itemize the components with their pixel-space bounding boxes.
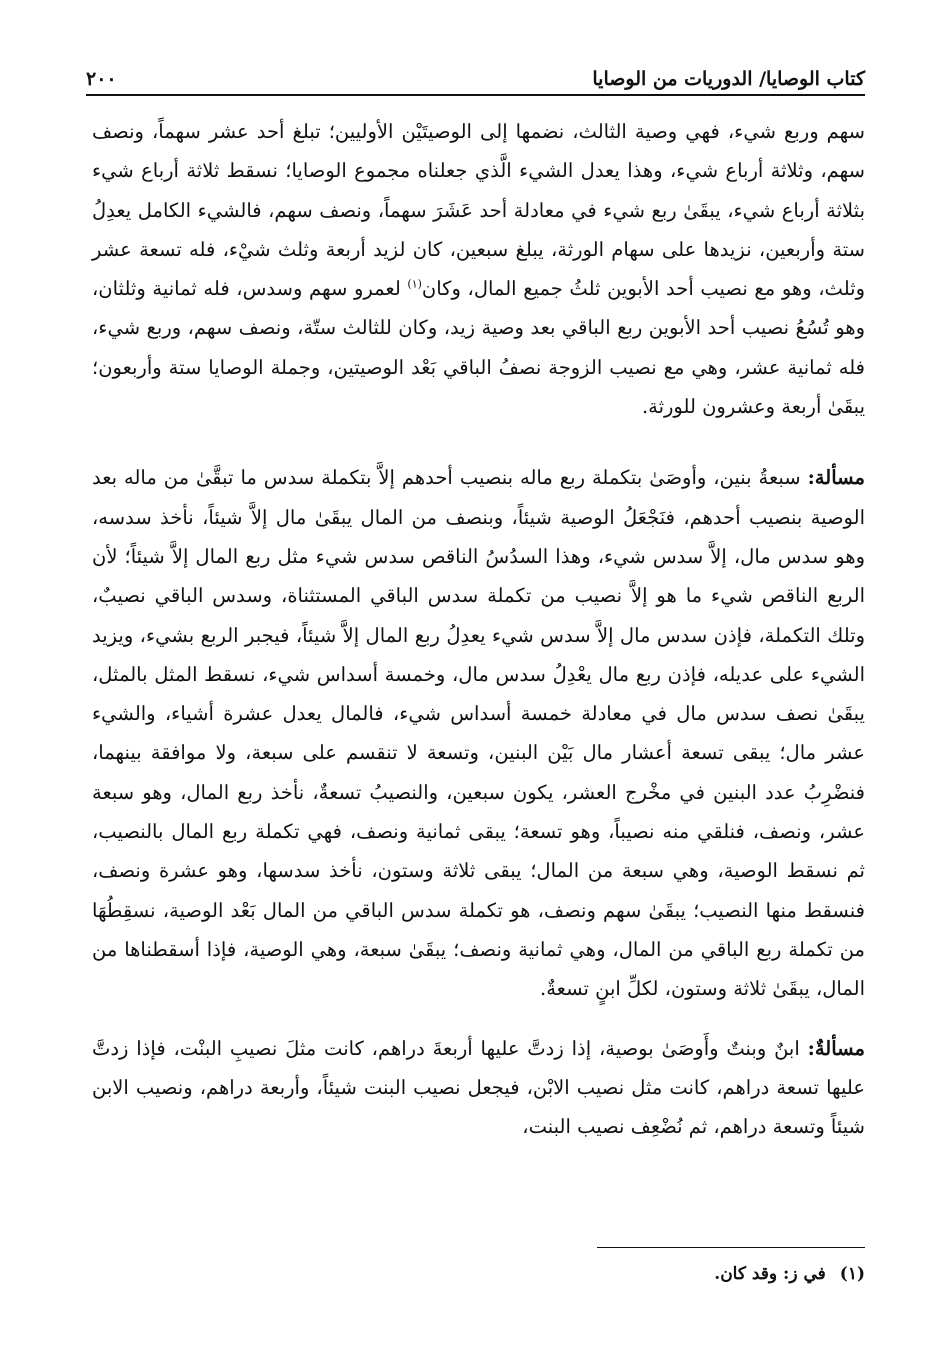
- header-rule: [86, 94, 865, 96]
- footnote-rule: [597, 1247, 865, 1248]
- issue-heading: مسألة:: [807, 466, 865, 490]
- paragraph-1: [92, 112, 865, 426]
- footnote-text: في ز: وقد كان.: [714, 1264, 826, 1284]
- paragraph-2: [92, 458, 865, 1008]
- paragraph-3: [92, 1029, 865, 1147]
- footnote-reference: (١): [407, 277, 422, 291]
- paragraph-text: ابنٌ وبنتٌ وأَوصَىٰ بوصية، إذا زدتَّ عليها أربعةَ دراهم، كانت مثلَ نصيبِ البنْت، فإذا زدتَّ عليها تسعة دراهم، كانت مثل نصيب الابْن، فيجعل نصيب البنت شيئاً، وأربعة دراهم، ونصيب الابن شيئاً وتسعة دراهم، ثم نُضْعِف نصيب البنت،: [92, 1036, 865, 1139]
- paragraph-text: سبعةُ بنين، وأوصَىٰ بتكملة ربع ماله بنصيب أحدهم إلاَّ بتكملة سدس ما تبقَّىٰ من ماله بعد الوصية بنصيب أحدهم، فنَجْعَلُ الوصية شيئاً، وبنصف من المال يبقَىٰ مال إلاَّ شيئاً، نأخذ سدسه، وهو سدس مال، إلاَّ سدس شيء، وهذا السدُسُ الناقص سدس شيء مثل ربع المال إلاَّ شيئاً؛ لأن الربع الناقص شيء ما هو إلاَّ نصيب من تكملة سدس الباقي المستثناة، وسدس الباقي نصيبٌ، وتلك التكملة، فإذن سدس مال إلاَّ سدس شيء يعدِلُ ربع المال إلاَّ شيئاً، فيجبر الربع بشيء، ويزيد الشيء على عديله، فإذن ربع مال يعْدِلُ سدس مال، وخمسة أسداس شيء، نسقط المثل بالمثل، يبقَىٰ نصف سدس مال في معادلة خمسة أسداس شيء، فالمال يعدل عشرة أشياء، والشيء عشر مال؛ يبقى تسعة أعشار مال بَيْن البنين، وتسعة لا تنقسم على سبعة، ولا موافقة بينهما، فنضْرِبُ عدد البنين في مخْرج العشر، يكون سبعين، والنصيبُ تسعةٌ، نأخذ ربع المال، وهو سبعة عشر، ونصف، فنلقي منه نصيباً، وهو تسعة؛ يبقى ثمانية ونصف، فهي تكملة ربع المال بالنصيب، ثم نسقط الوصية، وهي سبعة من المال؛ يبقى ثلاثة وستون، نأخذ سدسها، وهو عشرة ونصف، فنسقط منها النصيب؛ يبقَىٰ سهم ونصف، هو تكملة سدس الباقي من المال بَعْد الوصية، نسقِطُهَا من تكملة ربع الباقي من المال، وهي ثمانية ونصف؛ يبقَىٰ سبعة، وهي الوصية، فإذا أسقطناها من المال، يبقَىٰ ثلاثة وستون، لكلِّ ابنٍ تسعةٌ.: [92, 466, 865, 1001]
- issue-heading: مسألةٌ:: [807, 1036, 866, 1060]
- footnote: [714, 1264, 865, 1284]
- paragraph-text: سهم وربع شيء، فهي وصية الثالث، نضمها إلى الوصيتَيْن الأوليين؛ تبلغ أحد عشر سهماً، ونصف سهم، وثلاثة أرباع شيء، وهذا يعدل الشيء الَّذي جعلناه مجموع الوصايا؛ نسقط ثلاثة أرباع شيء بثلاثة أرباع شيء، يبقَىٰ ربع شيء في معادلة أحد عَشَرَ سهماً، ونصف سهم، فالشيء الكامل يعدِلُ ستة وأربعين، نزيدها على سهام الورثة، يبلغ سبعين، كان لزيد أربعة وثلث شيْء، فله تسعة عشر وثلث، وهو مع نصيب أحد الأبوين ثلثُ جميع المال، وكان: [92, 120, 865, 301]
- main-text: [92, 112, 865, 1146]
- paragraph-spacer: [92, 426, 865, 458]
- paragraph-spacer: [92, 1009, 865, 1029]
- paragraph-text-continued: لعمرو سهم وسدس، فله ثمانية وثلثان، وهو تُسُعُ نصيب أحد الأبوين ربع الباقي بعد وصية زيد، وكان للثالث ستّة، ونصف سهم، وربع شيء، فله ثمانية عشر، وهي مع نصيب الزوجة نصفُ الباقي بَعْد الوصيتين، وجملة الوصايا ستة وأربعون؛ يبقَىٰ أربعة وعشرون للورثة.: [92, 277, 865, 419]
- footnote-marker: (١): [839, 1264, 865, 1284]
- page-number: ٢٠٠: [86, 68, 117, 90]
- page-header: [86, 50, 865, 90]
- running-title: كتاب الوصايا/ الدوريات من الوصايا: [592, 68, 865, 90]
